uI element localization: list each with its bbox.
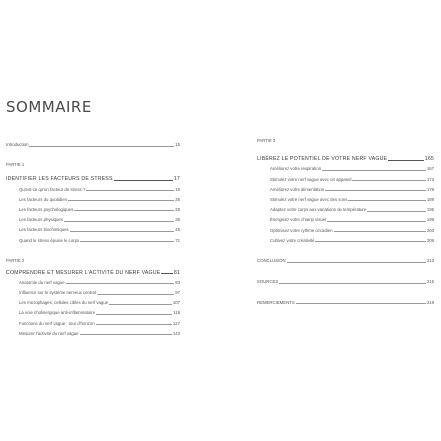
toc-item xyxy=(257,162,434,172)
dot-leader xyxy=(279,283,426,284)
toc-item-label: Quand le stress épuise le corps xyxy=(19,237,80,243)
toc-item xyxy=(6,193,180,203)
chapter-title: LIBÉREZ LE POTENTIEL DE VOTRE NERF VAGUE xyxy=(257,156,388,163)
toc-entry-label: CONCLUSION xyxy=(257,258,286,264)
toc-entry-page: 15 xyxy=(175,142,180,148)
toc-item-label: Les facteurs physiques xyxy=(19,217,63,223)
toc-item-page: 179 xyxy=(426,186,434,192)
page-title: SOMMAIRE xyxy=(6,98,92,116)
toc-entry-label: Introduction xyxy=(6,142,29,148)
dot-leader xyxy=(109,304,172,305)
dot-leader xyxy=(68,200,174,201)
toc-item-page: 29 xyxy=(175,206,180,212)
toc-item-label: Les facteurs psychologiques xyxy=(19,206,74,212)
part-label-2: PARTIE 2 xyxy=(6,257,25,263)
toc-entry-remerciements xyxy=(257,296,434,306)
toc-item xyxy=(6,286,180,296)
toc-item-label: La voie cholinergique anti-inflammatoire xyxy=(19,310,95,316)
dot-leader xyxy=(367,211,426,212)
toc-entry-sources xyxy=(257,275,434,285)
dot-leader xyxy=(322,170,426,171)
chapter-2 xyxy=(6,266,180,276)
dot-leader xyxy=(70,231,175,232)
toc-item-label: Les microphages, cellules cibles du nerf vague xyxy=(19,300,109,306)
dot-leader xyxy=(96,324,172,325)
dot-leader xyxy=(96,314,172,315)
dot-leader xyxy=(80,334,172,335)
toc-item-label: Améliorez votre respiration xyxy=(270,166,322,172)
part-label-3: PARTIE 3 xyxy=(257,138,276,143)
toc-item-page: 71 xyxy=(175,237,180,243)
dot-leader xyxy=(352,180,425,181)
toc-left-column xyxy=(6,138,180,337)
toc-item-page: 45 xyxy=(175,227,180,233)
chapter-title: COMPRENDRE ET MESURER L'ACTIVITÉ DU NERF VAGUE xyxy=(6,269,161,276)
dot-leader xyxy=(29,146,174,147)
chapter-title: IDENTIFIER LES FACTEURS DE STRESS xyxy=(6,176,113,183)
toc-item xyxy=(257,213,434,223)
toc-item xyxy=(6,203,180,213)
toc-item-label: Stimulez votre nerf vague avec des sons xyxy=(270,196,348,202)
part-label-1: PARTIE 1 xyxy=(6,162,25,168)
toc-item xyxy=(6,233,180,243)
chapter-page: 81 xyxy=(173,269,180,276)
dot-leader xyxy=(388,160,424,161)
toc-item-page: 35 xyxy=(175,217,180,223)
toc-item-label: Adaptez votre corps aux variations de température xyxy=(270,207,367,213)
dot-leader xyxy=(86,190,174,191)
toc-item xyxy=(257,183,434,193)
toc-item xyxy=(6,306,180,316)
toc-item-label: Améliorez votre alimentation xyxy=(270,186,325,192)
dot-leader xyxy=(325,190,426,191)
dot-leader xyxy=(296,303,426,304)
dot-leader xyxy=(80,241,174,242)
toc-entry-label: REMERCIEMENTS xyxy=(257,299,295,305)
toc-entry-introduction xyxy=(6,138,180,148)
toc-item xyxy=(6,327,180,337)
chapter-page: 165 xyxy=(424,156,434,163)
toc-item xyxy=(257,193,434,203)
toc-item-label: Fonctions du nerf vague : tour d'horizon xyxy=(19,320,95,326)
toc-item xyxy=(6,316,180,326)
toc-item-page: 83 xyxy=(175,279,180,285)
toc-item-page: 209 xyxy=(426,237,434,243)
toc-item xyxy=(6,276,180,286)
toc-item-page: 203 xyxy=(426,227,434,233)
toc-item xyxy=(6,296,180,306)
chapter-1 xyxy=(6,172,180,182)
dot-leader xyxy=(348,200,425,201)
dot-leader xyxy=(161,273,172,274)
dot-leader xyxy=(334,231,426,232)
toc-item-page: 119 xyxy=(173,310,180,316)
dot-leader xyxy=(327,221,426,222)
toc-item-label: Anatomie du nerf vague xyxy=(19,279,65,285)
toc-item-page: 195 xyxy=(426,207,434,213)
dot-leader xyxy=(66,283,175,284)
toc-item-label: Stimulez votre nerf vague avec un appareil xyxy=(270,176,352,182)
toc-entry-conclusion xyxy=(257,254,434,264)
toc-item-page: 127 xyxy=(172,320,180,326)
toc-item xyxy=(6,182,180,192)
toc-item-label: Les facteurs du quotidien xyxy=(19,196,68,202)
toc-item-label: Les facteurs biochimiques xyxy=(19,227,69,233)
dot-leader xyxy=(97,294,174,295)
toc-entry-page: 219 xyxy=(426,299,434,305)
toc-item xyxy=(257,172,434,182)
toc-item-page: 97 xyxy=(175,290,180,296)
dot-leader xyxy=(114,180,173,181)
toc-entry-label: SOURCES xyxy=(257,279,279,285)
toc-item-page: 199 xyxy=(426,217,434,223)
dot-leader xyxy=(315,241,425,242)
toc-item-page: 143 xyxy=(172,330,180,336)
dot-leader xyxy=(64,221,174,222)
toc-item xyxy=(257,234,434,244)
dot-leader xyxy=(287,262,426,263)
toc-item-page: 167 xyxy=(426,166,434,172)
toc-item-label: Influence sur le système nerveux central xyxy=(19,290,96,296)
toc-item-page: 25 xyxy=(175,196,180,202)
toc-item xyxy=(257,223,434,233)
dot-leader xyxy=(74,210,174,211)
chapter-3 xyxy=(257,152,434,162)
toc-item xyxy=(6,213,180,223)
toc-item-page: 19 xyxy=(175,186,180,192)
toc-item-label: Optimisez votre rythme circadien xyxy=(270,227,333,233)
toc-entry-page: 213 xyxy=(426,258,434,264)
toc-item-page: 189 xyxy=(426,196,434,202)
toc-right-column xyxy=(257,138,434,306)
toc-item xyxy=(257,203,434,213)
toc-item-label: Énergisez votre champ visuel xyxy=(270,217,327,223)
toc-item-label: Qu'est-ce qu'un facteur de stress ? xyxy=(19,186,86,192)
toc-item-page: 107 xyxy=(172,300,180,306)
toc-item xyxy=(6,223,180,233)
toc-item-page: 173 xyxy=(426,176,434,182)
toc-item-label: Mesurer l'activité du nerf vague xyxy=(19,330,79,336)
chapter-page: 17 xyxy=(173,176,180,183)
toc-entry-page: 215 xyxy=(426,279,434,285)
toc-item-label: Cultivez votre créativité xyxy=(270,237,315,243)
